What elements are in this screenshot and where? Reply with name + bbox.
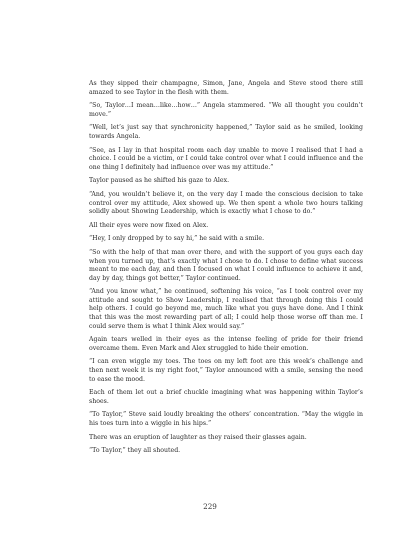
paragraph-8: “Hey, I only dropped by to say hi,” he said with a smile. — [89, 235, 265, 243]
paragraph-15: There was an eruption of laughter as they raised their glasses again. — [89, 433, 307, 441]
paragraph-10: “And you know what,” he continued, softening his voice, “as I took control over my attitude and sought to Show Leadership, I realised that through doing this I could help others. I could go beyond me, much like what you guys have done. And I think that this was the most rewarding part of all; I could help those worse off than me. I could serve them is what I think Alex would say.” — [89, 288, 363, 330]
paragraph-16: “To Taylor,” they all shouted. — [89, 447, 181, 455]
paragraph-2: “So, Taylor…I mean…like…how…” Angela stammered. “We all thought you couldn’t move.” — [89, 102, 363, 118]
paragraph-6: “And, you wouldn’t believe it, on the very day I made the conscious decision to take control over my attitude, Alex showed up. We then spent a whole two hours talking solidly about Showing Leadership, which is exactly what I chose to do.” — [89, 190, 363, 216]
book-page-body — [89, 80, 363, 461]
paragraph-3: “Well, let’s just say that synchronicity happened,” Taylor said as he smiled, looking towards Angela. — [89, 124, 363, 140]
paragraph-14: “To Taylor,” Steve said loudly breaking the others’ concentration. “May the wiggle in his toes turn into a wiggle in his hips.” — [89, 411, 363, 427]
page-number: 229 — [203, 502, 217, 511]
paragraph-13: Each of them let out a brief chuckle imagining what was happening within Taylor’s shoes. — [89, 389, 363, 405]
paragraph-9: “So with the help of that man over there, and with the support of you guys each day when you turned up, that’s exactly what I chose to do. I chose to define what success meant to me each day, and then I focused on what I could influence to achieve it and, day by day, things got better,” Taylor continued. — [89, 248, 363, 282]
paragraph-4: “See, as I lay in that hospital room each day unable to move I realised that I had a choice. I could be a victim, or I could take control over what I could influence and the one thing I definitely had influence over was my attitude.” — [89, 146, 363, 171]
paragraph-5: Taylor paused as he shifted his gaze to Alex. — [89, 177, 230, 185]
paragraph-7: All their eyes were now fixed on Alex. — [89, 221, 209, 229]
paragraph-1: As they sipped their champagne, Simon, Jane, Angela and Steve stood there still amazed to see Taylor in the flesh with them. — [89, 80, 363, 96]
paragraph-12: “I can even wiggle my toes. The toes on my left foot are this week’s challenge and then next week it is my right foot,” Taylor announced with a smile, sensing the need to ease the mood. — [89, 358, 363, 383]
paragraph-11: Again tears welled in their eyes as the intense feeling of pride for their friend overcame them. Even Mark and Alex struggled to hide their emotion. — [89, 336, 363, 352]
